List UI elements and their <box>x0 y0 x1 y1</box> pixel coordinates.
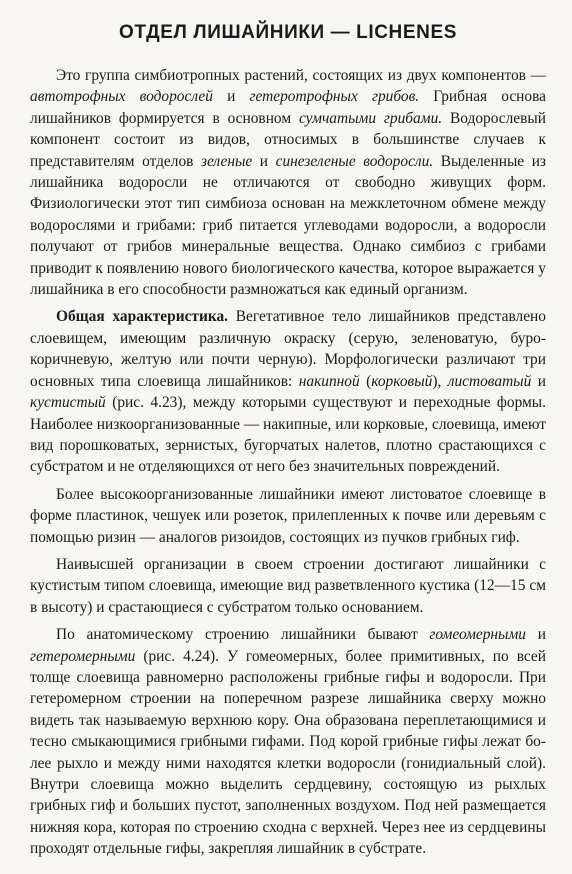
text-run-italic: гомеомерными <box>429 626 527 644</box>
text-run: Вегетативное тело лишайников представлено слоевищем, имеющим различную окраску (серую, зеленоватую, буро-коричневую, желтую или почти черную). Морфологически различают три основных типа слоевища лишайников: <box>30 308 546 390</box>
text-run-italic: гетеромерными <box>30 647 136 665</box>
text-run: ( <box>359 372 372 390</box>
text-run: Выделенные из лишайника водоросли не отличаются от свободно живущих форм. Физиологически этот тип симбиоза основан на межклеточном обмене между водорослями и грибами: гриб питается углеводами водоросли, а водоросли получают от грибов минеральные вещества. Однако симбиоз с грибами приводит к появлению нового биологического качества, которое выражается у лишайника в его способности размножаться как единый организм. <box>30 152 547 299</box>
text-run: (рис. 4.24). У гомеомерных, более примитивных, по всей толще слоевища равномерно расположены грибные гифы и водоросли. При гетеромерном строении на поперечном разрезе лишайника сверху можно видеть так называемую верхнюю кору. Она образована переплетающимися и тесно смыкающимися грибными гифами. Под корой грибные гифы лежат более рыхло и между ними находятся клетки водоросли (гонидиальный слой). Внутри слоевища можно выделить сердцевину, состоящую из рыхлых грибных гиф и больших пустот, заполненных воздухом. Под ней размещается нижняя кора, которая по строению сходна с верхней. Через нее из сердцевины проходят отдельные гифы, закрепляя лишайник в субстрате. <box>30 647 546 858</box>
page-title: ОТДЕЛ ЛИШАЙНИКИ — LICHENES <box>118 22 458 43</box>
text-run: и <box>212 88 250 106</box>
text-run-italic: зеленые <box>200 152 253 170</box>
paragraph-anatomy <box>30 624 546 859</box>
text-run: и <box>252 152 276 170</box>
paragraph-general-characteristics <box>30 306 546 477</box>
section-heading: Общая характеристика. <box>56 308 229 326</box>
text-run-italic: накипной <box>298 372 360 390</box>
text-run: Это группа симбиотропных растений, состоящих из двух компонентов — <box>56 67 546 84</box>
paragraph-foliose <box>30 484 546 548</box>
paragraph-intro <box>30 65 546 300</box>
text-run: Наивысшей организации в своем строении достигают лишайники с кустистым типом слоевища, имеющие вид разветвленного кустика (12—15 см в высоту) и срастающиеся с субстратом только основанием. <box>30 555 546 616</box>
text-run-italic: автотрофных водорослей <box>30 88 213 106</box>
text-run-italic: сумчатыми грибами. <box>298 109 443 127</box>
text-run: Водорослевый компонент состоит из видов, относимых в большинстве случаев к представителям отделов <box>30 109 546 170</box>
text-run-italic: синезеленые водоросли. <box>275 152 434 170</box>
text-run-italic: гетеротрофных грибов. <box>249 88 420 106</box>
text-run: ), <box>432 372 448 390</box>
text-run-italic: кустистый <box>30 394 106 412</box>
text-run: и <box>531 372 546 390</box>
text-run-italic: листоватый <box>447 372 532 390</box>
text-run: По анатомическому строению лишайники бывают <box>56 626 430 644</box>
text-run-italic: корковый <box>371 372 433 390</box>
paragraph-fruticose <box>30 554 546 618</box>
text-run: и <box>526 626 546 644</box>
text-run: Более высокоорганизованные лишайники имеют листоватое слоевище в форме пластинок, чешуек или розеток, прилепленных к почве или деревьям с помощью ризин — аналогов ризоидов, состоящих из пучков грибных гиф. <box>30 485 546 546</box>
text-run: (рис. 4.23), между которыми существуют и переходные формы. Наиболее низкоорганизованные — накипные, или корковые, слоевища, имеют вид порошковатых, зернистых, бугорчатых налетов, плотно срастающихся с субстратом и не отделяющихся от него без значительных повреждений. <box>30 394 546 476</box>
text-run: Грибная основа лишайников формируется в основном <box>30 88 547 127</box>
